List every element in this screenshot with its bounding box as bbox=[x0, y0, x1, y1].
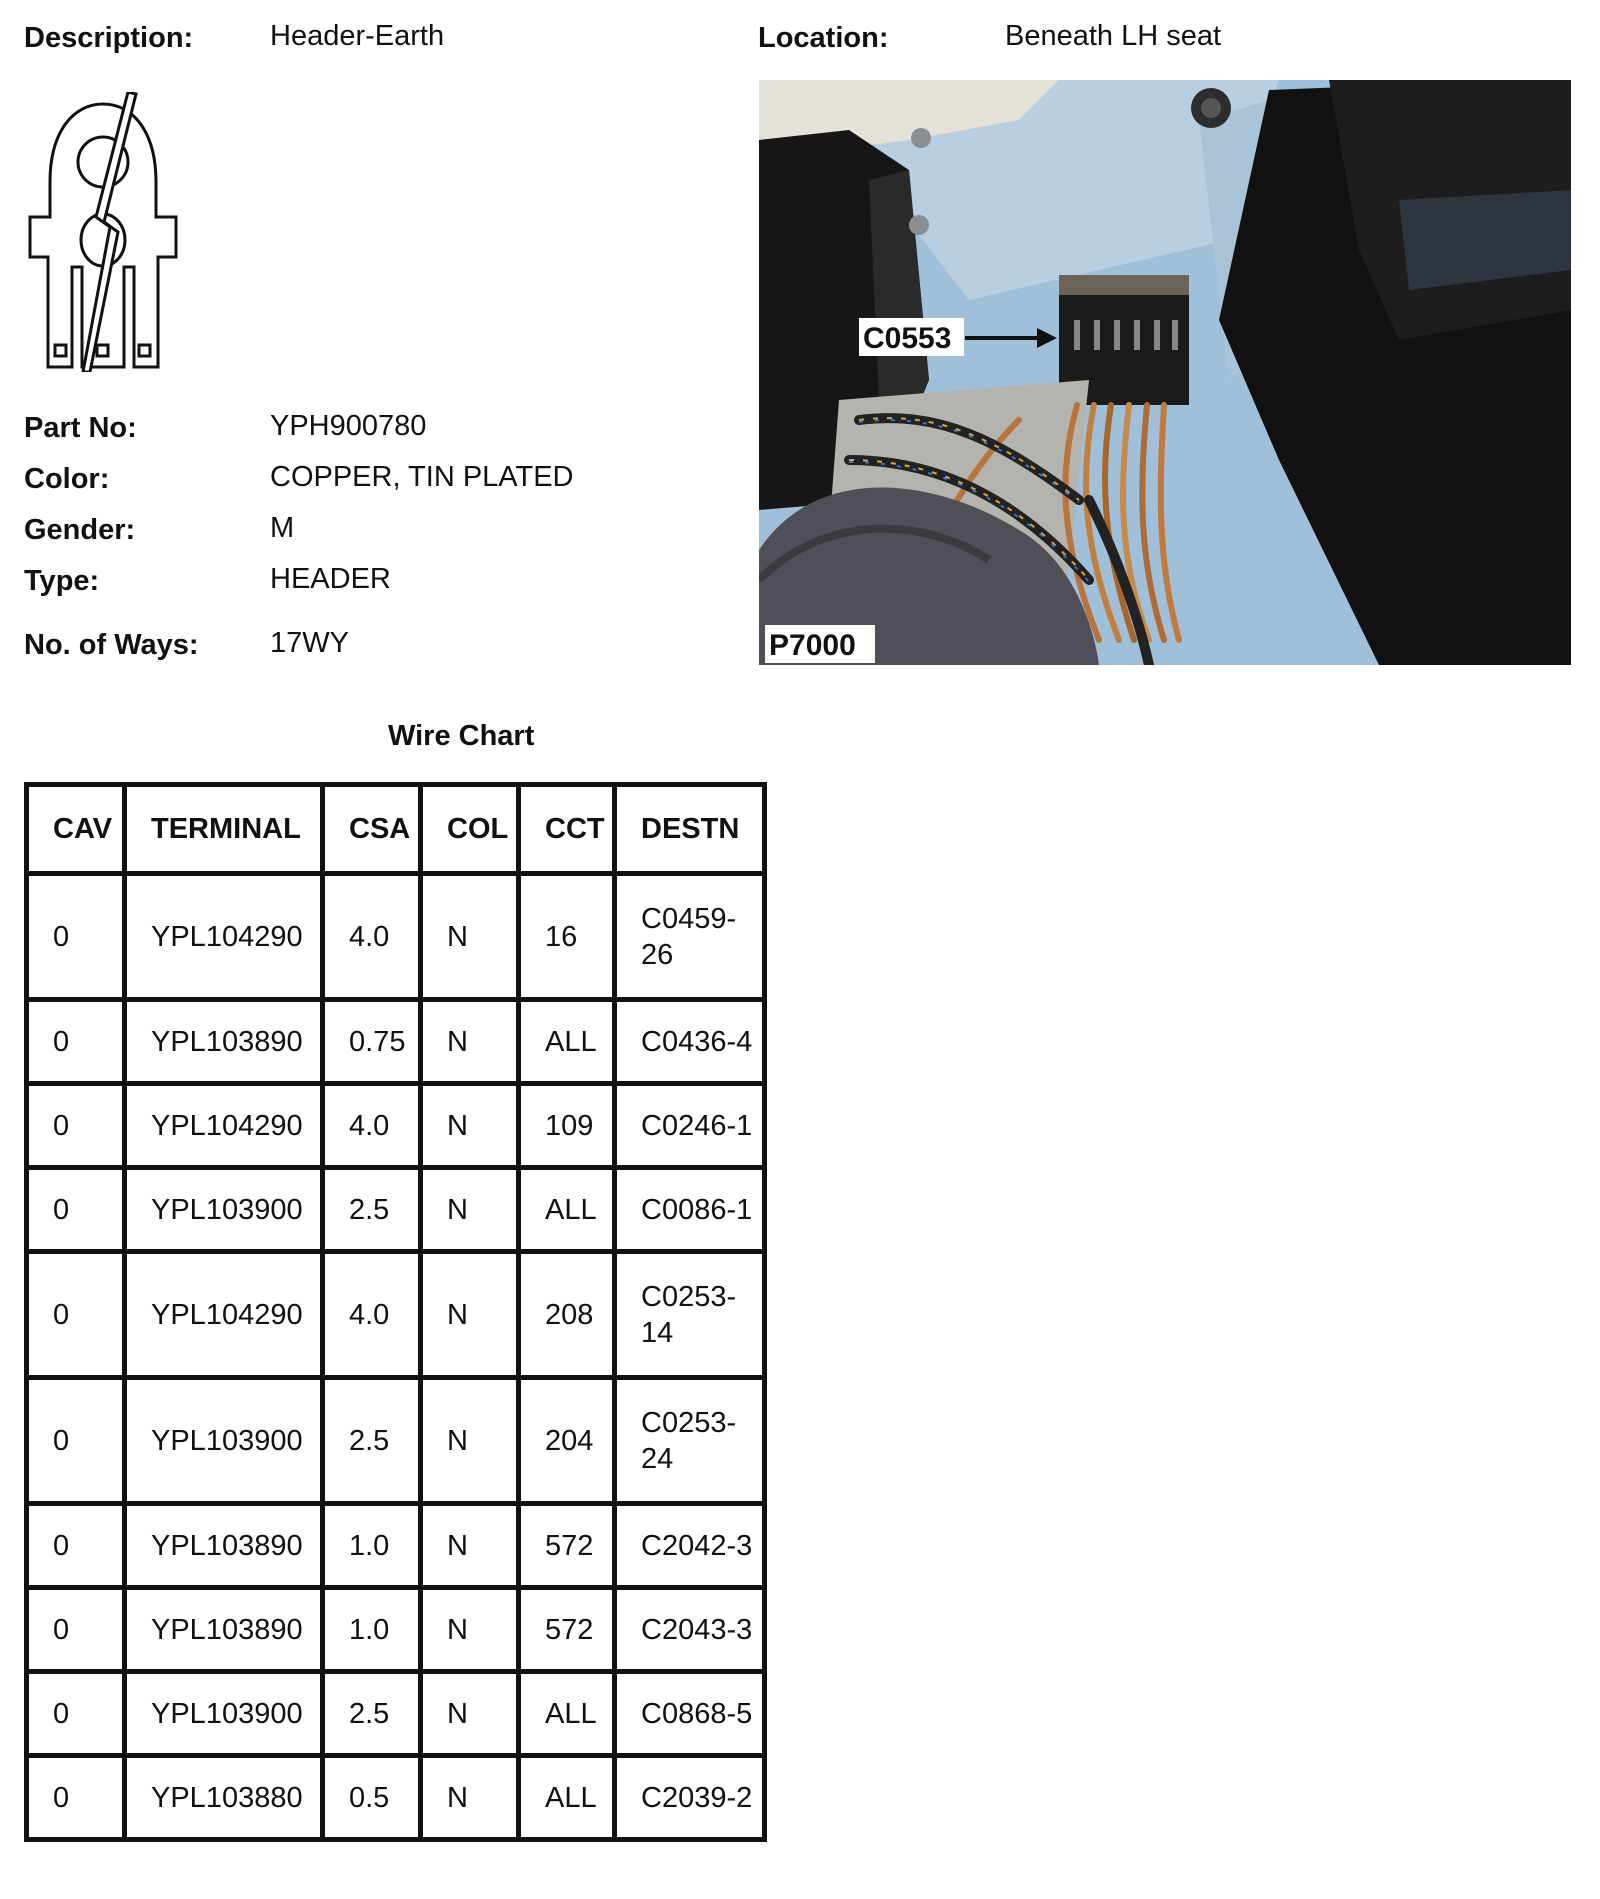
location-value: Beneath LH seat bbox=[1005, 20, 1222, 52]
cell-cct: 572 bbox=[519, 1504, 615, 1588]
table-row bbox=[27, 1756, 765, 1840]
cell-csa: 4.0 bbox=[323, 1084, 421, 1168]
cell-col: N bbox=[421, 1252, 519, 1378]
cell-cav: 0 bbox=[27, 1168, 125, 1252]
description-value: Header-Earth bbox=[270, 20, 445, 52]
column-header-terminal: TERMINAL bbox=[125, 785, 323, 874]
table-row bbox=[27, 1378, 765, 1504]
cell-col: N bbox=[421, 1504, 519, 1588]
cell-csa: 1.0 bbox=[323, 1504, 421, 1588]
cell-cct: ALL bbox=[519, 1672, 615, 1756]
ways-value: 17WY bbox=[270, 627, 349, 659]
connector-callout-label: C0553 bbox=[863, 322, 952, 355]
type-value: HEADER bbox=[270, 563, 391, 595]
cell-terminal: YPL103890 bbox=[125, 1504, 323, 1588]
photo-id-label: P7000 bbox=[769, 629, 856, 662]
cell-col: N bbox=[421, 1756, 519, 1840]
cell-cct: ALL bbox=[519, 1168, 615, 1252]
cell-destn: C0246-1 bbox=[615, 1084, 765, 1168]
table-row bbox=[27, 1168, 765, 1252]
cell-csa: 4.0 bbox=[323, 1252, 421, 1378]
cell-cav: 0 bbox=[27, 1504, 125, 1588]
cell-cav: 0 bbox=[27, 1252, 125, 1378]
cell-cct: ALL bbox=[519, 1000, 615, 1084]
cell-cav: 0 bbox=[27, 1588, 125, 1672]
cell-cct: 208 bbox=[519, 1252, 615, 1378]
column-header-col: COL bbox=[421, 785, 519, 874]
cell-terminal: YPL104290 bbox=[125, 874, 323, 1000]
cell-csa: 0.75 bbox=[323, 1000, 421, 1084]
cell-csa: 2.5 bbox=[323, 1168, 421, 1252]
cell-csa: 1.0 bbox=[323, 1588, 421, 1672]
cell-col: N bbox=[421, 874, 519, 1000]
cell-col: N bbox=[421, 1168, 519, 1252]
cell-destn: C2039-2 bbox=[615, 1756, 765, 1840]
cell-csa: 2.5 bbox=[323, 1672, 421, 1756]
cell-terminal: YPL103900 bbox=[125, 1672, 323, 1756]
column-header-cct: CCT bbox=[519, 785, 615, 874]
cell-col: N bbox=[421, 1378, 519, 1504]
location-label: Location: bbox=[758, 22, 889, 54]
part-no-value: YPH900780 bbox=[270, 410, 427, 442]
gender-value: M bbox=[270, 512, 295, 544]
wire-chart-header-row bbox=[27, 785, 765, 874]
cell-terminal: YPL103890 bbox=[125, 1588, 323, 1672]
cell-cav: 0 bbox=[27, 1378, 125, 1504]
cell-terminal: YPL103890 bbox=[125, 1000, 323, 1084]
table-row bbox=[27, 1672, 765, 1756]
color-value: COPPER, TIN PLATED bbox=[270, 461, 574, 493]
column-header-cav: CAV bbox=[27, 785, 125, 874]
column-header-csa: CSA bbox=[323, 785, 421, 874]
type-label: Type: bbox=[24, 565, 100, 597]
color-label: Color: bbox=[24, 463, 110, 495]
table-row bbox=[27, 1084, 765, 1168]
connector-location-photo bbox=[759, 80, 1571, 665]
wire-chart-body bbox=[27, 874, 765, 1840]
cell-col: N bbox=[421, 1588, 519, 1672]
cell-cav: 0 bbox=[27, 874, 125, 1000]
cell-terminal: YPL104290 bbox=[125, 1252, 323, 1378]
cell-destn: C0253-24 bbox=[615, 1378, 765, 1504]
wire-chart-title: Wire Chart bbox=[388, 720, 535, 752]
cell-cav: 0 bbox=[27, 1672, 125, 1756]
ways-label: No. of Ways: bbox=[24, 629, 199, 661]
part-no-label: Part No: bbox=[24, 412, 137, 444]
wire-chart-table bbox=[24, 782, 767, 1842]
cell-cct: 109 bbox=[519, 1084, 615, 1168]
table-row bbox=[27, 1252, 765, 1378]
cell-terminal: YPL103900 bbox=[125, 1378, 323, 1504]
cell-col: N bbox=[421, 1084, 519, 1168]
cell-cct: 204 bbox=[519, 1378, 615, 1504]
cell-col: N bbox=[421, 1672, 519, 1756]
cell-terminal: YPL103900 bbox=[125, 1168, 323, 1252]
cell-cct: 16 bbox=[519, 874, 615, 1000]
cell-csa: 2.5 bbox=[323, 1378, 421, 1504]
table-row bbox=[27, 1588, 765, 1672]
cell-destn: C0253-14 bbox=[615, 1252, 765, 1378]
table-row bbox=[27, 1504, 765, 1588]
cell-cct: ALL bbox=[519, 1756, 615, 1840]
cell-destn: C0436-4 bbox=[615, 1000, 765, 1084]
cell-csa: 4.0 bbox=[323, 874, 421, 1000]
cell-col: N bbox=[421, 1000, 519, 1084]
cell-cav: 0 bbox=[27, 1756, 125, 1840]
table-row bbox=[27, 874, 765, 1000]
gender-label: Gender: bbox=[24, 514, 136, 546]
cell-destn: C0086-1 bbox=[615, 1168, 765, 1252]
table-row bbox=[27, 1000, 765, 1084]
cell-destn: C2042-3 bbox=[615, 1504, 765, 1588]
cell-destn: C2043-3 bbox=[615, 1588, 765, 1672]
description-label: Description: bbox=[24, 22, 194, 54]
cell-cct: 572 bbox=[519, 1588, 615, 1672]
cell-csa: 0.5 bbox=[323, 1756, 421, 1840]
cell-destn: C0459-26 bbox=[615, 874, 765, 1000]
cell-terminal: YPL104290 bbox=[125, 1084, 323, 1168]
header-earth-terminal-icon bbox=[28, 92, 178, 372]
cell-terminal: YPL103880 bbox=[125, 1756, 323, 1840]
cell-destn: C0868-5 bbox=[615, 1672, 765, 1756]
cell-cav: 0 bbox=[27, 1000, 125, 1084]
cell-cav: 0 bbox=[27, 1084, 125, 1168]
column-header-destn: DESTN bbox=[615, 785, 765, 874]
